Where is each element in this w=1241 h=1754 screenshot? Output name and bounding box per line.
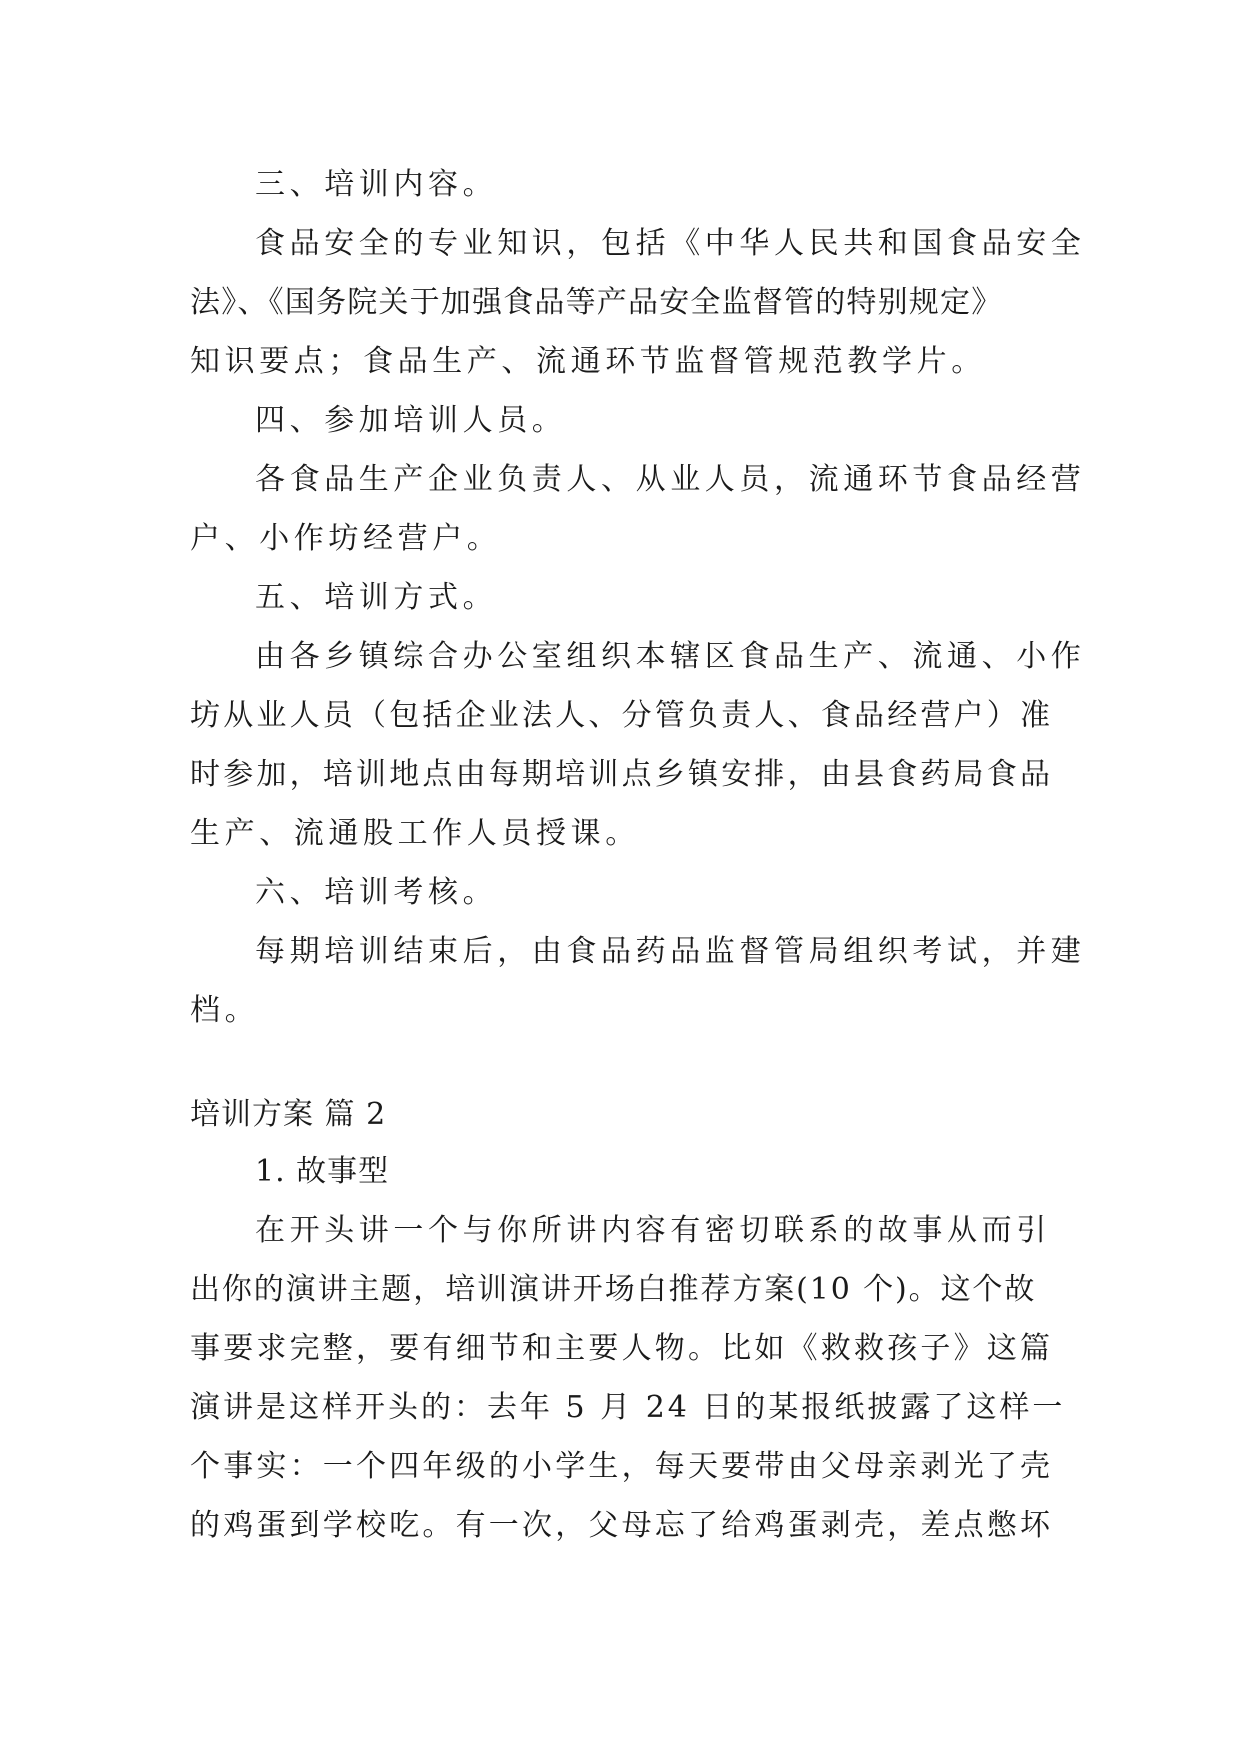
paragraph-line: 事要求完整，要有细节和主要人物。比如《救救孩子》这篇	[190, 1331, 1054, 1366]
paragraph-line: 档。	[190, 993, 260, 1028]
paragraph-line: 时参加，培训地点由每期培训点乡镇安排，由县食药局食品	[190, 757, 1054, 792]
paragraph-line: 演讲是这样开头的：去年 5 月 24 日的某报纸披露了这样一	[190, 1390, 1066, 1425]
paragraph-line: 户、小作坊经营户。	[190, 521, 502, 556]
subheading-story-type: 1. 故事型	[255, 1154, 390, 1189]
section-heading-training-content: 三、培训内容。	[255, 167, 498, 202]
paragraph-line: 坊从业人员（包括企业法人、分管负责人、食品经营户）准	[190, 698, 1054, 733]
paragraph-line: 由各乡镇综合办公室组织本辖区食品生产、流通、小作	[255, 639, 1086, 674]
article-heading-part-2: 培训方案 篇 2	[190, 1097, 387, 1132]
paragraph-line: 每期培训结束后，由食品药品监督管局组织考试，并建	[255, 934, 1086, 969]
section-heading-participants: 四、参加培训人员。	[255, 403, 567, 438]
paragraph-line: 知识要点；食品生产、流通环节监督管规范教学片。	[190, 344, 986, 379]
paragraph-line: 食品安全的专业知识，包括《中华人民共和国食品安全	[255, 226, 1086, 261]
paragraph-line: 的鸡蛋到学校吃。有一次，父母忘了给鸡蛋剥壳，差点憋坏	[190, 1508, 1054, 1543]
section-heading-training-method: 五、培训方式。	[255, 580, 498, 615]
paragraph-line: 在开头讲一个与你所讲内容有密切联系的故事从而引	[255, 1213, 1051, 1248]
paragraph-line: 个事实：一个四年级的小学生，每天要带由父母亲剥光了壳	[190, 1449, 1054, 1484]
paragraph-line: 生产、流通股工作人员授课。	[190, 816, 640, 851]
paragraph-line: 法》、《国务院关于加强食品等产品安全监督管的特别规定》	[190, 285, 1003, 320]
paragraph-line: 各食品生产企业负责人、从业人员，流通环节食品经营	[255, 462, 1086, 497]
paragraph-line: 出你的演讲主题，培训演讲开场白推荐方案(10 个)。这个故	[190, 1272, 1037, 1307]
section-heading-assessment: 六、培训考核。	[255, 875, 498, 910]
